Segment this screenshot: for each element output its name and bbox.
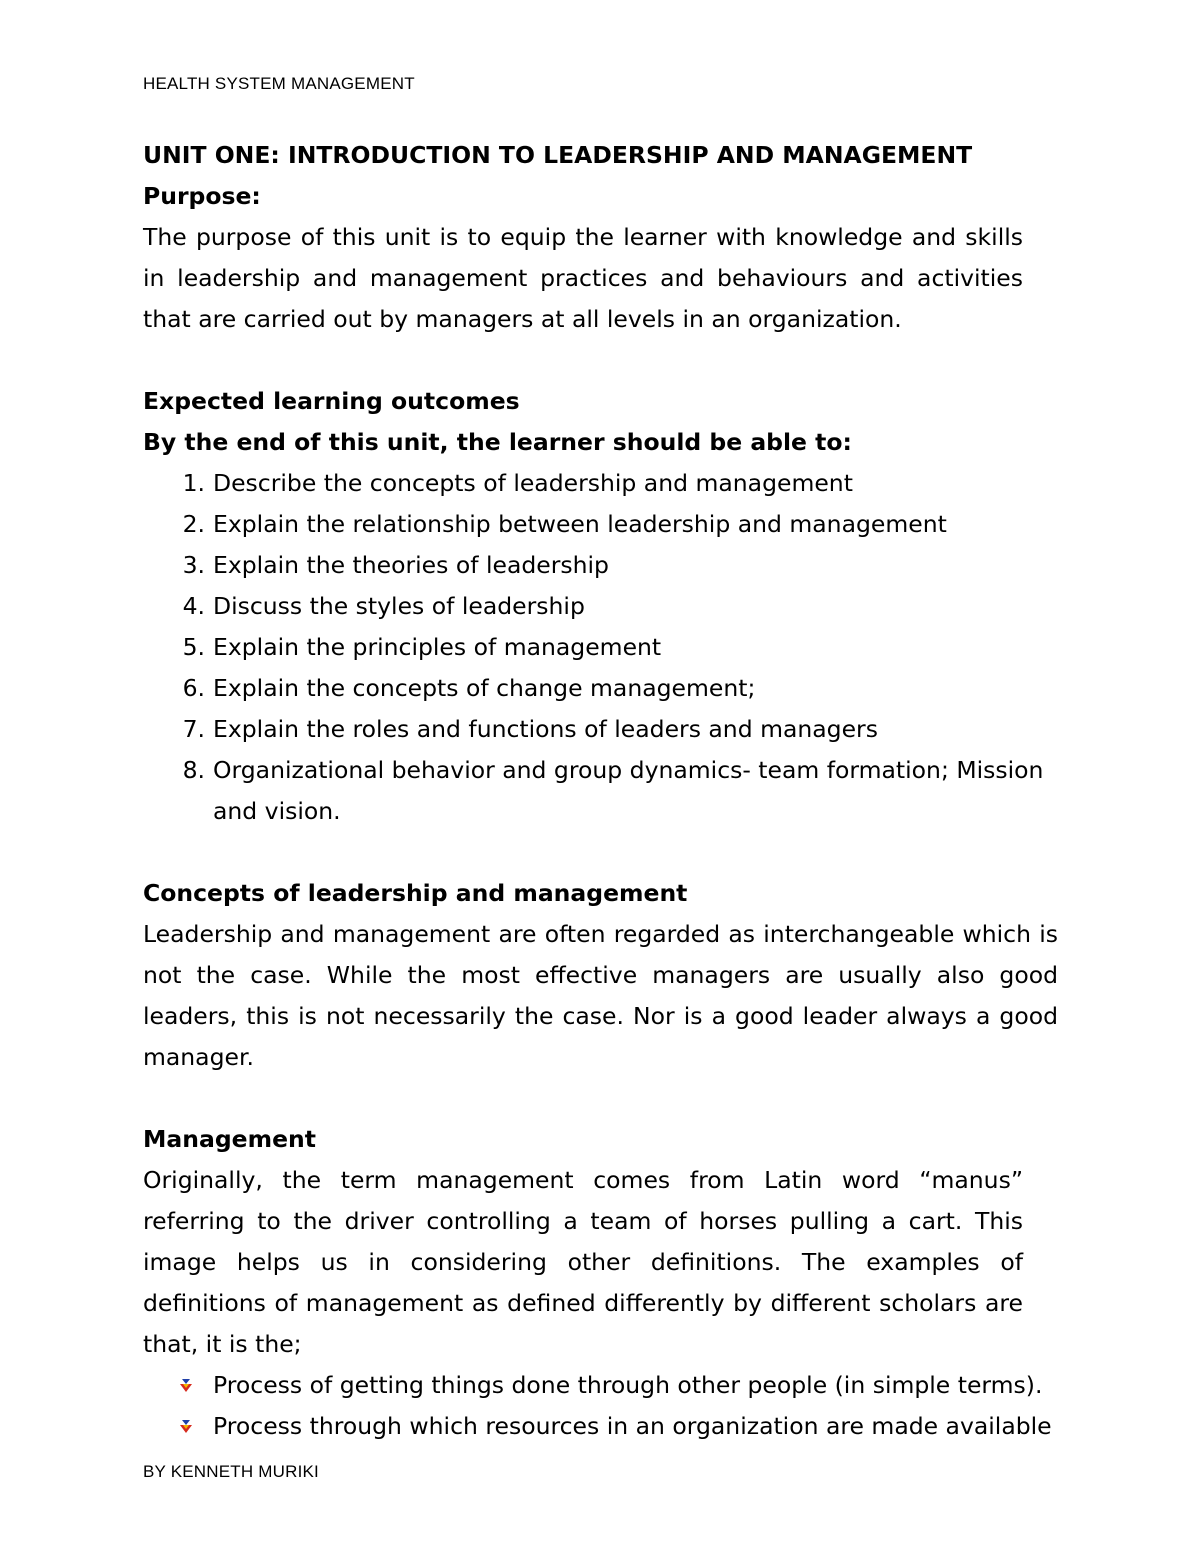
management-text: Originally, the term management comes from Latin word “manus” referring to the driver controlling a team of horses pulling a cart. This image helps us in considering other definitions. The examples of definitions of management as defined differently by different scholars are that, it is the; [143, 1166, 1023, 1358]
list-number: 3. [182, 551, 205, 579]
concepts-heading: Concepts of leadership and management [143, 879, 688, 907]
outcomes-list [143, 463, 1058, 832]
purpose-text: The purpose of this unit is to equip the learner with knowledge and skills in leadership and management practices and behaviours and activities that are carried out by managers at all levels in an organization. [143, 223, 1023, 333]
list-number: 7. [182, 715, 205, 743]
arrow-bullet-icon [143, 1406, 213, 1447]
list-item [143, 750, 1058, 832]
list-number: 2. [182, 510, 205, 538]
list-item-text: Process through which resources in an organization are made available [213, 1412, 1052, 1440]
page-footer: BY KENNETH MURIKI [143, 1462, 319, 1481]
purpose-heading: Purpose: [143, 182, 261, 210]
list-item-text: Describe the concepts of leadership and management [213, 469, 853, 497]
list-item-text: Explain the principles of management [213, 633, 662, 661]
list-item [143, 1406, 1058, 1447]
management-heading: Management [143, 1125, 316, 1153]
list-item-text: Discuss the styles of leadership [213, 592, 585, 620]
list-item-text: Process of getting things done through other people (in simple terms). [213, 1371, 1043, 1399]
list-number: 8. [182, 756, 205, 784]
list-item [143, 668, 1058, 709]
document-body [143, 135, 1058, 1447]
list-item-text: Explain the roles and functions of leaders and managers [213, 715, 878, 743]
management-definitions-list [143, 1365, 1058, 1447]
list-item-text: Explain the concepts of change management; [213, 674, 756, 702]
list-item [143, 504, 1058, 545]
arrow-bullet-icon [143, 1365, 213, 1406]
list-number: 1. [182, 469, 205, 497]
list-item [143, 1365, 1058, 1406]
list-item [143, 586, 1058, 627]
list-item [143, 463, 1058, 504]
list-item-text: Organizational behavior and group dynamics- team formation; Mission and vision. [213, 756, 1044, 825]
list-item [143, 709, 1058, 750]
page-header: HEALTH SYSTEM MANAGEMENT [143, 74, 415, 93]
outcomes-subheading: By the end of this unit, the learner should be able to: [143, 428, 852, 456]
concepts-text: Leadership and management are often regarded as interchangeable which is not the case. While the most effective managers are usually also good leaders, this is not necessarily the case. Nor is a good leader always a good manager. [143, 920, 1058, 1071]
list-number: 5. [182, 633, 205, 661]
list-item [143, 627, 1058, 668]
list-number: 4. [182, 592, 205, 620]
list-item [143, 545, 1058, 586]
list-item-text: Explain the relationship between leadership and management [213, 510, 947, 538]
unit-title: UNIT ONE: INTRODUCTION TO LEADERSHIP AND MANAGEMENT [143, 141, 973, 169]
list-number: 6. [182, 674, 205, 702]
list-item-text: Explain the theories of leadership [213, 551, 609, 579]
outcomes-heading: Expected learning outcomes [143, 387, 520, 415]
